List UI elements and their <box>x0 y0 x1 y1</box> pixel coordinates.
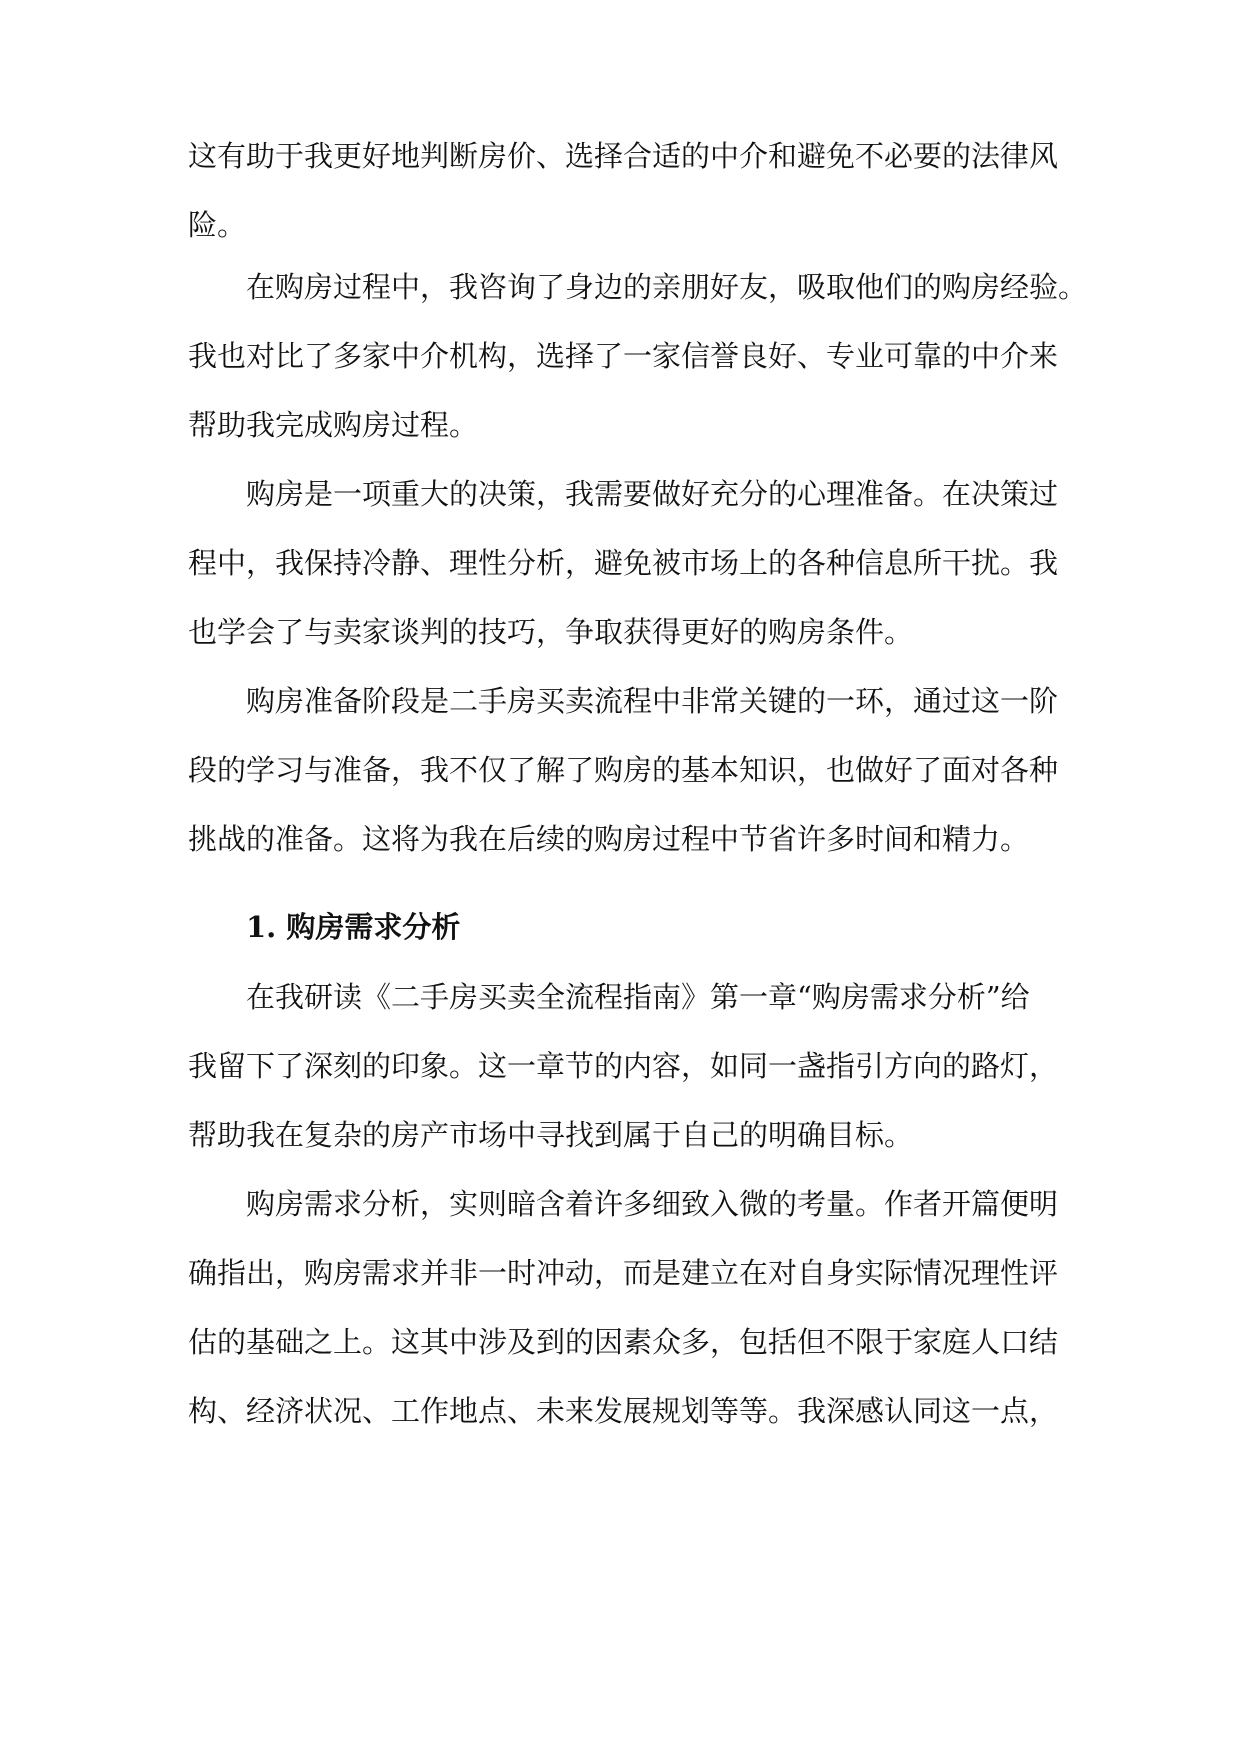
section-heading: 1. 购房需求分析 <box>246 910 461 944</box>
paragraph-line: 购房是一项重大的决策，我需要做好充分的心理准备。在决策过 <box>246 477 1059 511</box>
paragraph-line: 购房准备阶段是二手房买卖流程中非常关键的一环，通过这一阶 <box>246 684 1059 718</box>
paragraph-line: 在我研读《二手房买卖全流程指南》第一章“购房需求分析”给 <box>246 980 1030 1014</box>
paragraph-line: 险。 <box>188 208 247 242</box>
paragraph-line: 估的基础之上。这其中涉及到的因素众多，包括但不限于家庭人口结 <box>188 1325 1059 1359</box>
paragraph-line: 构、经济状况、工作地点、未来发展规划等等。我深感认同这一点， <box>188 1394 1059 1428</box>
paragraph-line: 段的学习与准备，我不仅了解了购房的基本知识，也做好了面对各种 <box>188 753 1059 787</box>
paragraph-line: 帮助我在复杂的房产市场中寻找到属于自己的明确目标。 <box>188 1118 914 1152</box>
paragraph-line: 挑战的准备。这将为我在后续的购房过程中节省许多时间和精力。 <box>188 822 1030 856</box>
paragraph-line: 我留下了深刻的印象。这一章节的内容，如同一盏指引方向的路灯， <box>188 1049 1059 1083</box>
paragraph-line: 这有助于我更好地判断房价、选择合适的中介和避免不必要的法律风 <box>188 139 1059 173</box>
paragraph-line: 我也对比了多家中介机构，选择了一家信誉良好、专业可靠的中介来 <box>188 339 1059 373</box>
paragraph-line: 在购房过程中，我咨询了身边的亲朋好友，吸取他们的购房经验。 <box>246 270 1088 304</box>
paragraph-line: 购房需求分析，实则暗含着许多细致入微的考量。作者开篇便明 <box>246 1187 1059 1221</box>
paragraph-line: 帮助我完成购房过程。 <box>188 408 479 442</box>
paragraph-line: 确指出，购房需求并非一时冲动，而是建立在对自身实际情况理性评 <box>188 1256 1059 1290</box>
paragraph-line: 程中，我保持冷静、理性分析，避免被市场上的各种信息所干扰。我 <box>188 546 1059 580</box>
paragraph-line: 也学会了与卖家谈判的技巧，争取获得更好的购房条件。 <box>188 615 914 649</box>
